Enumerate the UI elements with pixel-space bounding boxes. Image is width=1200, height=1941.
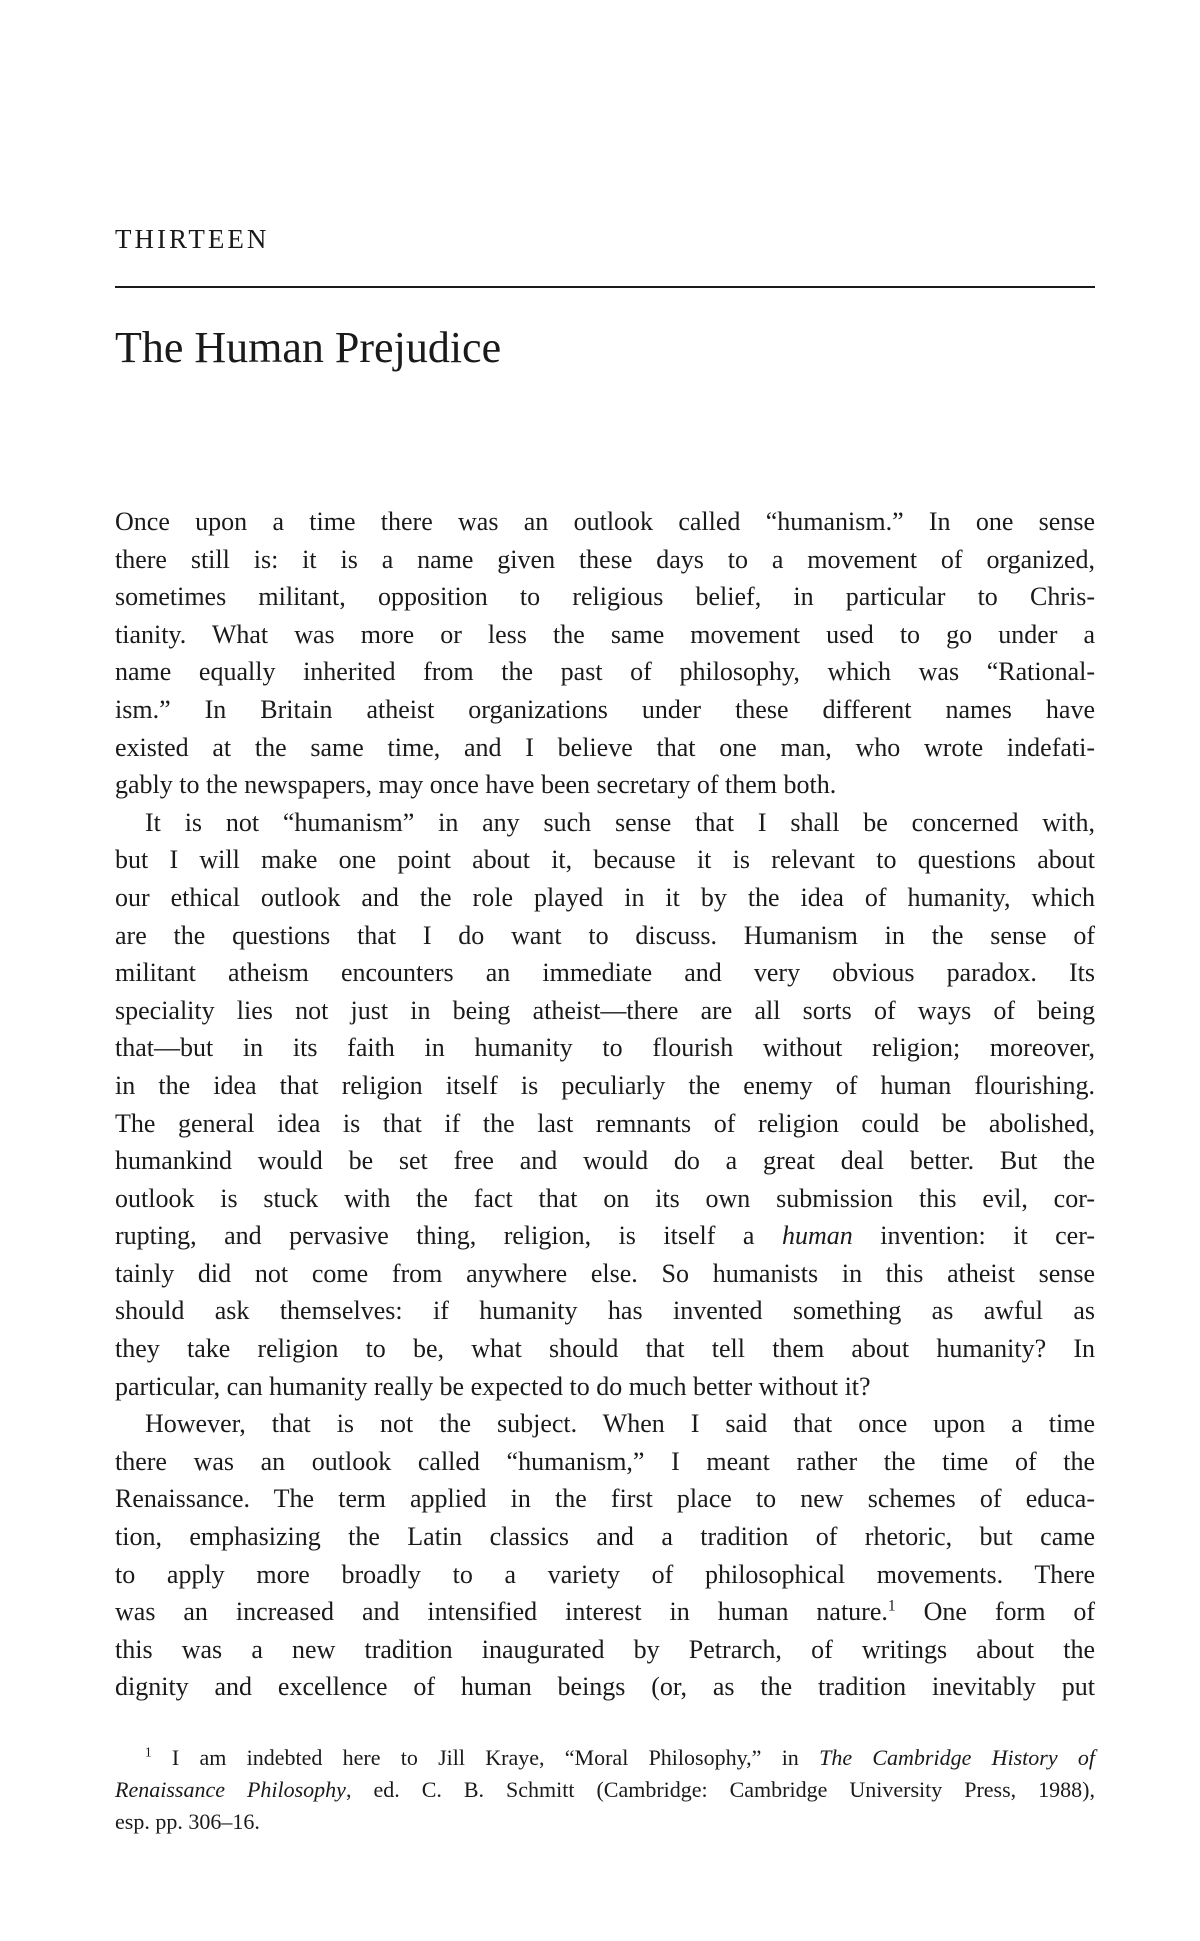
text-line: this was a new tradition inaugurated by Petrarch, of writings about the xyxy=(115,1634,1095,1664)
text-line: are the questions that I do want to discuss. Humanism in the sense of xyxy=(115,920,1095,950)
text-line: outlook is stuck with the fact that on its own submission this evil, cor- xyxy=(115,1183,1095,1213)
text-line: Renaissance. The term applied in the first place to new schemes of educa- xyxy=(115,1484,1095,1514)
footnote-text: I am indebted here to Jill Kraye, “Moral Philosophy,” in xyxy=(151,1745,820,1770)
text-line: ism.” In Britain atheist organizations under these different names have xyxy=(115,694,1095,724)
footnote-text: , ed. C. B. Schmitt (Cambridge: Cambridge University Press, 1988), xyxy=(345,1777,1095,1802)
footnote-line xyxy=(115,1774,1095,1806)
text-line: gably to the newspapers, may once have been secretary of them both. xyxy=(115,770,837,800)
text-line: militant atheism encounters an immediate and very obvious paradox. Its xyxy=(115,958,1095,988)
text-line: Once upon a time there was an outlook called “humanism.” In one sense xyxy=(115,507,1095,536)
footnote-number: 1 xyxy=(145,1744,152,1760)
text-line: tainly did not come from anywhere else. So humanists in this atheist sense xyxy=(115,1258,1095,1288)
footnote-title: The Cambridge History of xyxy=(819,1745,1095,1770)
text-line: humankind would be set free and would do a great deal better. But the xyxy=(115,1146,1095,1176)
text-fragment: invention: it cer- xyxy=(852,1221,1095,1251)
footnote-reference[interactable]: 1 xyxy=(887,1597,896,1615)
book-page xyxy=(115,0,1095,1941)
text-line: but I will make one point about it, because it is relevant to questions about xyxy=(115,845,1095,875)
chapter-title: The Human Prejudice xyxy=(115,323,502,372)
text-line: The general idea is that if the last remnants of religion could be abolished, xyxy=(115,1108,1095,1138)
text-line: there still is: it is a name given these days to a movement of organized, xyxy=(115,544,1095,574)
text-line: they take religion to be, what should that tell them about humanity? In xyxy=(115,1334,1095,1364)
text-line: in the idea that religion itself is peculiarly the enemy of human flourishing. xyxy=(115,1070,1095,1100)
footnote-line: esp. pp. 306–16. xyxy=(115,1809,260,1834)
body-text xyxy=(115,503,1095,1706)
chapter-number: THIRTEEN xyxy=(115,224,270,254)
text-line: It is not “humanism” in any such sense that I shall be concerned with, xyxy=(145,807,1095,837)
text-line: there was an outlook called “humanism,” I meant rather the time of the xyxy=(115,1446,1095,1476)
text-line: name equally inherited from the past of philosophy, which was “Rational- xyxy=(115,657,1095,687)
text-line: that—but in its faith in humanity to flourish without religion; moreover, xyxy=(115,1033,1095,1063)
text-line: existed at the same time, and I believe that one man, who wrote indefati- xyxy=(115,732,1095,762)
text-line: to apply more broadly to a variety of philosophical movements. There xyxy=(115,1559,1095,1589)
footnote-title: Renaissance Philosophy xyxy=(115,1777,346,1802)
chapter-rule xyxy=(115,286,1095,288)
text-line: our ethical outlook and the role played in it by the idea of humanity, which xyxy=(115,882,1095,912)
text-line: However, that is not the subject. When I said that once upon a time xyxy=(145,1409,1095,1439)
text-line: tion, emphasizing the Latin classics and a tradition of rhetoric, but came xyxy=(115,1522,1095,1552)
text-line: dignity and excellence of human beings (or, as the tradition inevitably put xyxy=(115,1672,1095,1702)
text-line: particular, can humanity really be expected to do much better without it? xyxy=(115,1371,871,1401)
text-line xyxy=(115,1593,1095,1631)
text-line: tianity. What was more or less the same movement used to go under a xyxy=(115,619,1095,649)
text-line: speciality lies not just in being atheist—there are all sorts of ways of being xyxy=(115,995,1095,1025)
footnote xyxy=(115,1742,1095,1838)
emphasis-word: human xyxy=(781,1221,853,1251)
text-fragment: was an increased and intensified interest in human nature. xyxy=(115,1597,888,1627)
text-line: sometimes militant, opposition to religious belief, in particular to Chris- xyxy=(115,582,1095,612)
text-line xyxy=(115,1217,1095,1255)
text-fragment: rupting, and pervasive thing, religion, is itself a xyxy=(115,1221,782,1251)
text-fragment: One form of xyxy=(895,1597,1096,1627)
text-line: should ask themselves: if humanity has invented something as awful as xyxy=(115,1296,1095,1326)
footnote-line xyxy=(115,1742,1095,1774)
